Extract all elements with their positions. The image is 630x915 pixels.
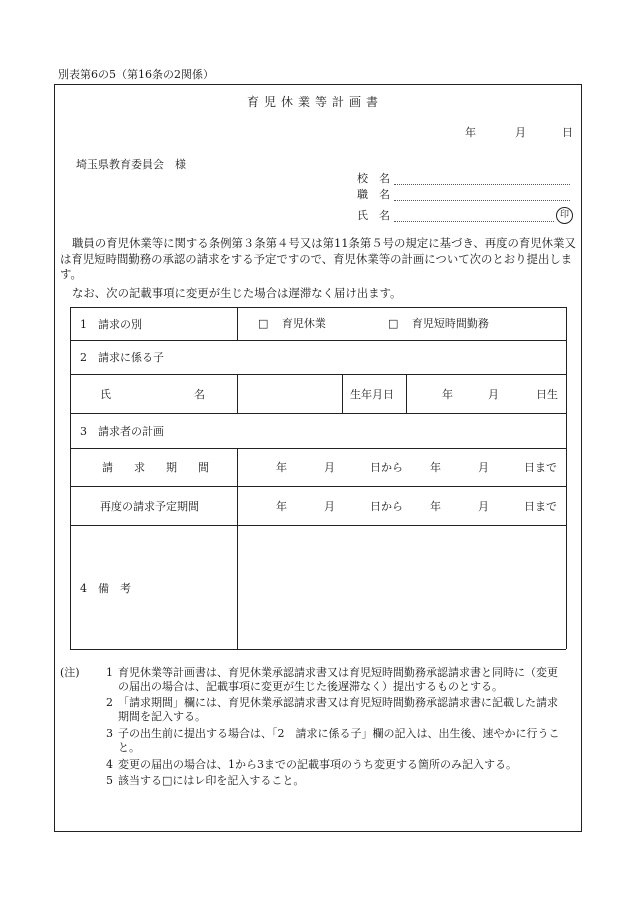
note-text: 「請求期間」欄には、育児休業承認請求書又は育児短時間勤務承認請求書に記載した請求期間を記入する。 <box>118 696 558 723</box>
applicant-plan-label: 3 請求者の計画 <box>80 425 164 438</box>
note-number: 5 <box>106 774 113 787</box>
short-hours-option[interactable] <box>388 317 489 330</box>
child-section-label: 2 請求に係る子 <box>80 351 164 364</box>
period-start-year: 年 <box>276 461 287 474</box>
period-start-month: 月 <box>324 461 335 474</box>
table-line <box>237 374 238 413</box>
short-hours-label: 育児短時間勤務 <box>411 317 489 330</box>
repeat-start-month: 月 <box>324 500 335 513</box>
birth-date-label: 生年月日 <box>350 388 394 401</box>
table-line <box>70 448 566 449</box>
table-border-top <box>70 307 566 308</box>
form-title: 育児休業等計画書 <box>246 95 383 109</box>
table-line <box>70 374 566 375</box>
remarks-label: 4 備 考 <box>80 582 131 595</box>
position-label: 職 名 <box>357 188 390 201</box>
table-line <box>70 413 566 414</box>
request-type-label: 1 請求の別 <box>80 318 142 331</box>
repeat-start-year: 年 <box>276 500 287 513</box>
table-border-right <box>566 307 567 649</box>
birth-year-label: 年 <box>442 388 453 401</box>
table-line <box>237 307 238 340</box>
note-text: 育児休業等計画書は、育児休業承認請求書又は育児短時間勤務承認請求書と同時に（変更の届出の場合は、記載事項に変更が生じた後遅滞なく）提出するものとする。 <box>118 666 558 693</box>
child-name-field[interactable] <box>240 377 339 410</box>
table-line <box>70 525 566 526</box>
repeat-end-month: 月 <box>478 500 489 513</box>
table-line <box>70 340 566 341</box>
note-number: 3 <box>106 727 113 740</box>
checkbox-icon[interactable]: □ <box>258 317 269 330</box>
table-line <box>70 486 566 487</box>
body-paragraph-2: なお、次の記載事項に変更が生じた場合は遅滞なく届け出ます。 <box>72 286 402 300</box>
note-number: 4 <box>106 758 113 771</box>
request-period-label-2: 求 <box>134 461 145 474</box>
position-field[interactable] <box>394 200 570 201</box>
period-end-day: 日まで <box>524 461 557 474</box>
period-end-month: 月 <box>478 461 489 474</box>
note-text: 変更の届出の場合は、1から3までの記載事項のうち変更する箇所のみ記入する。 <box>118 758 517 771</box>
school-name-label: 校 名 <box>357 172 390 185</box>
birth-month-label: 月 <box>488 388 499 401</box>
childcare-leave-label: 育児休業 <box>281 317 326 330</box>
repeat-start-day: 日から <box>370 500 403 513</box>
repeat-end-year: 年 <box>430 500 441 513</box>
school-name-field[interactable] <box>394 184 570 185</box>
table-border-left <box>70 307 71 649</box>
repeat-period-label: 再度の請求予定期間 <box>100 500 199 513</box>
remarks-field[interactable] <box>240 528 563 646</box>
applicant-name-field[interactable] <box>394 221 554 222</box>
child-name-label-1: 氏 <box>100 388 111 401</box>
seal-mark: 印 <box>556 207 573 224</box>
notes-heading: (注) <box>60 666 80 679</box>
request-period-label-1: 請 <box>102 461 113 474</box>
childcare-leave-option[interactable] <box>258 317 326 330</box>
note-text: 該当する□にはレ印を記入すること。 <box>118 774 305 787</box>
form-number-label: 別表第6の5（第16条の2関係） <box>58 68 214 81</box>
repeat-end-day: 日まで <box>524 500 557 513</box>
table-line <box>237 448 238 649</box>
checkbox-icon[interactable]: □ <box>388 317 399 330</box>
period-start-day: 日から <box>370 461 403 474</box>
note-number: 1 <box>106 666 113 679</box>
name-label: 氏 名 <box>357 209 390 222</box>
request-period-label-4: 間 <box>198 461 209 474</box>
note-number: 2 <box>106 696 113 709</box>
child-name-label-2: 名 <box>194 388 205 401</box>
table-border-bottom <box>70 649 566 650</box>
date-month-label: 月 <box>515 126 526 139</box>
date-year-label: 年 <box>465 126 476 139</box>
birth-day-label: 日生 <box>536 388 558 401</box>
table-line <box>406 374 407 413</box>
addressee: 埼玉県教育委員会 様 <box>76 158 186 171</box>
note-text: 子の出生前に提出する場合は、「2 請求に係る子」欄の記入は、出生後、速やかに行うこと。 <box>118 727 560 754</box>
date-day-label: 日 <box>562 126 573 139</box>
period-end-year: 年 <box>430 461 441 474</box>
table-line <box>342 374 343 413</box>
body-paragraph-1: 職員の育児休業等に関する条例第３条第４号又は第11条第５号の規定に基づき、再度の育児休業又は育児短時間勤務の承認の請求をする予定ですので、育児休業等の計画について次のとおり提出します。 <box>60 236 576 281</box>
request-period-label-3: 期 <box>166 461 177 474</box>
